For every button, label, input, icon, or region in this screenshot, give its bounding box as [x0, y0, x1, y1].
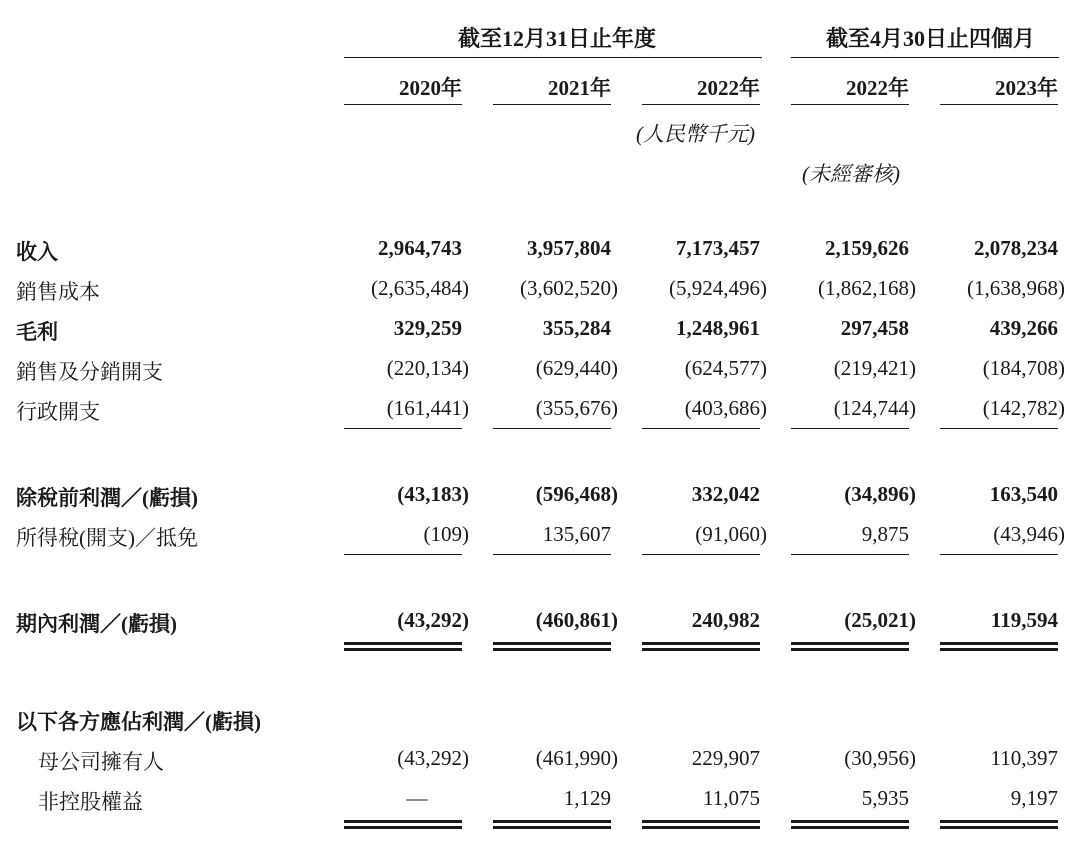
table-cell: 135,607	[542, 522, 611, 546]
table-cell: (2,635,484)	[371, 276, 469, 300]
table-cell: (30,956)	[844, 746, 916, 770]
total-double-rule	[344, 820, 462, 829]
total-double-rule	[940, 642, 1058, 651]
row-label-revenue: 收入	[16, 240, 58, 264]
subtotal-rule	[940, 428, 1058, 429]
row-label-selling-expenses: 銷售及分銷開支	[16, 360, 163, 384]
table-cell: 240,982	[691, 608, 760, 632]
header-group-annual-rule	[344, 57, 762, 58]
table-cell: 5,935	[861, 786, 909, 810]
table-cell: 9,875	[861, 522, 909, 546]
table-cell: 1,129	[563, 786, 611, 810]
table-cell: (142,782)	[982, 396, 1065, 420]
table-cell: 355,284	[542, 316, 611, 340]
table-cell: —	[406, 786, 428, 810]
column-rule-2020	[344, 104, 462, 105]
table-cell: (184,708)	[982, 356, 1065, 380]
table-cell: (596,468)	[535, 482, 618, 506]
table-cell: (43,183)	[397, 482, 469, 506]
table-cell: 119,594	[990, 608, 1058, 632]
subtotal-rule	[791, 554, 909, 555]
table-cell: (43,292)	[397, 608, 469, 632]
table-cell: (161,441)	[386, 396, 469, 420]
table-cell: 1,248,961	[676, 316, 760, 340]
table-cell: 11,075	[703, 786, 760, 810]
column-header-2020: 2020年	[399, 76, 462, 100]
subtotal-rule	[493, 428, 611, 429]
table-cell: 2,964,743	[378, 236, 462, 260]
table-cell: (109)	[423, 522, 469, 546]
row-label-cost-of-sales: 銷售成本	[16, 280, 100, 304]
column-header-2022-4m: 2022年	[846, 76, 909, 100]
table-cell: (34,896)	[844, 482, 916, 506]
column-rule-2022	[642, 104, 760, 105]
row-label-gross-profit: 毛利	[16, 320, 58, 344]
table-cell: 329,259	[393, 316, 462, 340]
subtotal-rule	[940, 554, 1058, 555]
table-cell: (355,676)	[535, 396, 618, 420]
column-header-2023-4m: 2023年	[995, 76, 1058, 100]
subtotal-rule	[642, 554, 760, 555]
table-cell: 439,266	[989, 316, 1058, 340]
total-double-rule	[791, 642, 909, 651]
total-double-rule	[493, 820, 611, 829]
row-label-attributable-to: 以下各方應佔利潤／(虧損)	[16, 710, 261, 734]
row-label-non-controlling-interests: 非控股權益	[38, 790, 143, 814]
row-label-profit-for-period: 期內利潤／(虧損)	[16, 612, 177, 636]
table-cell: (1,862,168)	[818, 276, 916, 300]
table-cell: (43,292)	[397, 746, 469, 770]
table-cell: 229,907	[691, 746, 760, 770]
table-cell: (461,990)	[535, 746, 618, 770]
total-double-rule	[791, 820, 909, 829]
table-cell: 3,957,804	[527, 236, 611, 260]
table-cell: (403,686)	[684, 396, 767, 420]
header-group-four-months: 截至4月30日止四個月	[826, 26, 1036, 51]
table-cell: (25,021)	[844, 608, 916, 632]
table-cell: (460,861)	[535, 608, 618, 632]
unaudited-note: (未經審核)	[802, 162, 900, 186]
subtotal-rule	[791, 428, 909, 429]
table-cell: (220,134)	[386, 356, 469, 380]
column-header-2022: 2022年	[697, 76, 760, 100]
table-cell: (219,421)	[833, 356, 916, 380]
total-double-rule	[642, 642, 760, 651]
row-label-owners-of-parent: 母公司擁有人	[38, 750, 164, 774]
table-cell: (91,060)	[695, 522, 767, 546]
table-cell: 297,458	[840, 316, 909, 340]
column-rule-2021	[493, 104, 611, 105]
unit-note: (人民幣千元)	[636, 122, 755, 146]
table-cell: (5,924,496)	[669, 276, 767, 300]
row-label-profit-before-tax: 除稅前利潤／(虧損)	[16, 486, 198, 510]
table-cell: 2,159,626	[825, 236, 909, 260]
header-group-four-months-rule	[791, 57, 1059, 58]
total-double-rule	[344, 642, 462, 651]
table-cell: 2,078,234	[974, 236, 1058, 260]
column-header-2021: 2021年	[548, 76, 611, 100]
table-cell: 332,042	[691, 482, 760, 506]
row-label-admin-expenses: 行政開支	[16, 400, 100, 424]
subtotal-rule	[493, 554, 611, 555]
total-double-rule	[642, 820, 760, 829]
table-cell: 110,397	[990, 746, 1058, 770]
table-cell: (124,744)	[833, 396, 916, 420]
total-double-rule	[940, 820, 1058, 829]
column-rule-2023-4m	[940, 104, 1058, 105]
table-cell: (1,638,968)	[967, 276, 1065, 300]
table-cell: (629,440)	[535, 356, 618, 380]
column-rule-2022-4m	[791, 104, 909, 105]
row-label-income-tax: 所得稅(開支)／抵免	[16, 526, 198, 550]
table-cell: 7,173,457	[676, 236, 760, 260]
table-cell: 9,197	[1010, 786, 1058, 810]
table-cell: (43,946)	[993, 522, 1065, 546]
table-cell: 163,540	[989, 482, 1058, 506]
subtotal-rule	[642, 428, 760, 429]
header-group-annual: 截至12月31日止年度	[458, 26, 657, 51]
subtotal-rule	[344, 428, 462, 429]
table-cell: (624,577)	[684, 356, 767, 380]
table-cell: (3,602,520)	[520, 276, 618, 300]
subtotal-rule	[344, 554, 462, 555]
total-double-rule	[493, 642, 611, 651]
